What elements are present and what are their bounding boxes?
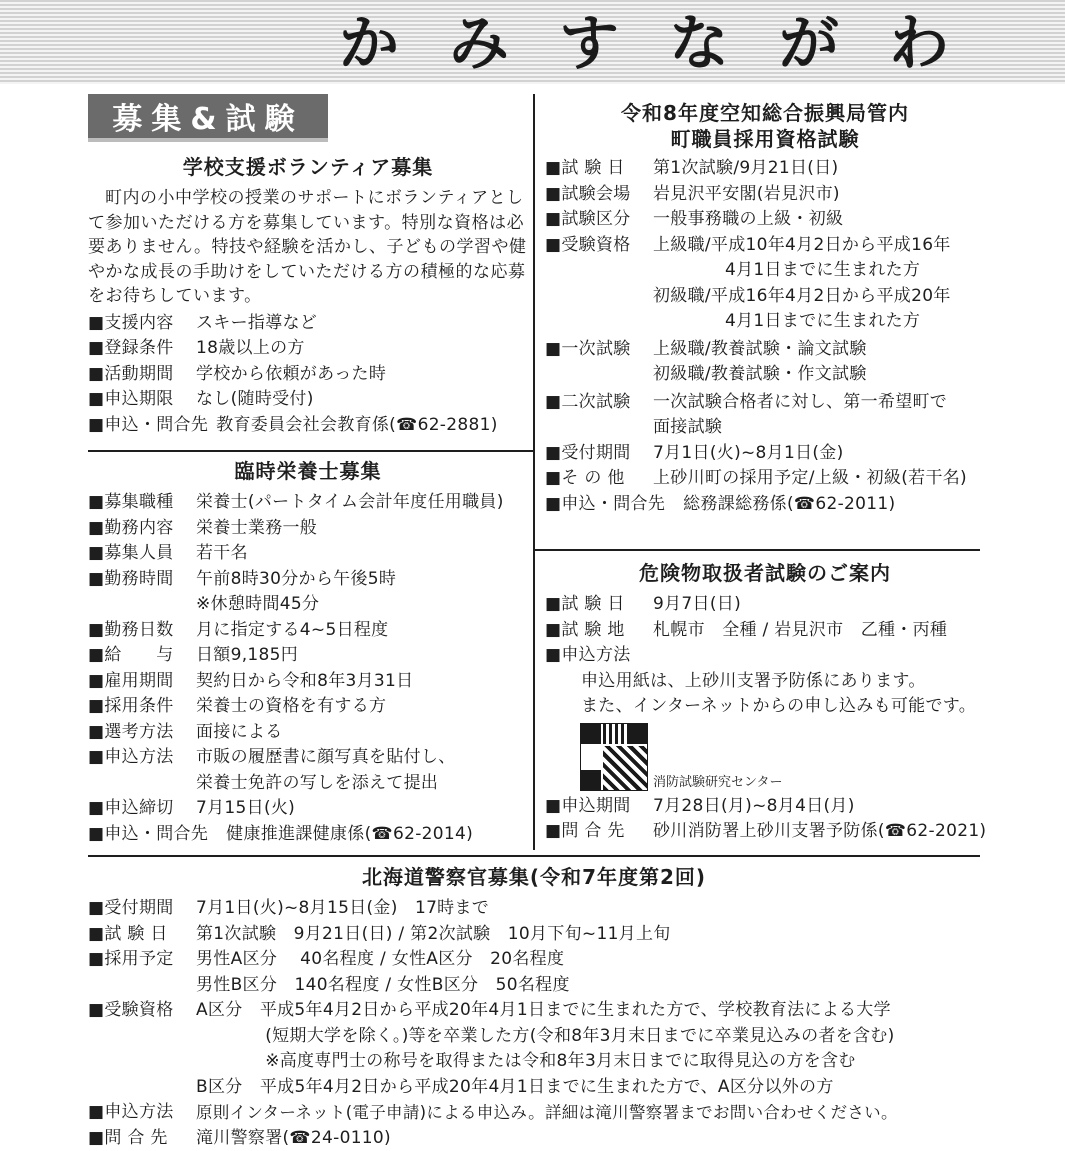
row-value: 7月1日(火)~8月1日(金) [653,441,985,467]
nutritionist-row [88,694,528,720]
row-value: 7月28日(月)~8月4日(月) [653,794,985,820]
volunteer-row [88,336,528,362]
row-value: 初級職/平成16年4月2日から平成20年 [653,284,985,310]
row-value: 7月1日(火)~8月15日(金) 17時まで [196,896,1018,922]
nutritionist-rows [88,490,528,847]
row-value: 総務課総務係(☎62-2011) [683,492,985,518]
hazmat-row [545,794,985,820]
row-label: ■申込方法 [545,643,653,669]
row-label: ■試 験 日 [88,922,196,948]
row-label: ■試験会場 [545,182,653,208]
qr-caption: 消防試験研究センター [653,775,782,790]
row-value: 第1次試験 9月21日(日) / 第2次試験 10月下旬~11月上旬 [196,922,1018,948]
volunteer-row [88,311,528,337]
row-label: ■試 験 日 [545,156,653,182]
row-label [88,1024,196,1050]
row-value: 18歳以上の方 [196,336,528,362]
police-row [88,896,1018,922]
hazmat-title: 危険物取扱者試験のご案内 [545,560,985,586]
volunteer-row [88,387,528,413]
row-value: 栄養士の資格を有する方 [196,694,528,720]
row-label [88,1075,196,1101]
row-value: 日額9,185円 [196,643,528,669]
masthead-title: かみすながわ [339,8,999,80]
sorachi-title-line1: 令和8年度空知総合振興局管内 [545,100,985,126]
row-value: 札幌市 全種 / 岩見沢市 乙種・丙種 [653,618,985,644]
apply-text-2: また、インターネットからの申し込みも可能です。 [581,694,985,720]
row-value: 4月1日までに生まれた方 [653,309,985,335]
qr-block [545,724,985,794]
row-label: ■受付期間 [88,896,196,922]
sorachi-row [545,309,985,335]
row-value [653,643,985,669]
row-label: ■そ の 他 [545,466,653,492]
divider-bottom [88,855,980,857]
sorachi-row [545,466,985,492]
row-value: 岩見沢平安閣(岩見沢市) [653,182,985,208]
sorachi-row [545,156,985,182]
nutritionist-section [88,458,528,847]
nutritionist-row [88,516,528,542]
row-value: 砂川消防署上砂川支署予防係(☎62-2021) [653,819,986,845]
row-value: 9月7日(日) [653,592,985,618]
nutritionist-row [88,796,528,822]
row-label: ■一次試験 [545,337,653,363]
sorachi-row [545,258,985,284]
police-row [88,998,1018,1024]
row-value: 上級職/平成10年4月2日から平成16年 [653,233,985,259]
police-row [88,1024,1018,1050]
row-label [88,973,196,999]
row-label: ■申込方法 [88,1100,196,1126]
nutritionist-row [88,745,528,771]
row-label: ■申込・問合先 [88,822,208,848]
police-row [88,947,1018,973]
row-label: ■試 験 日 [545,592,653,618]
nutritionist-row [88,669,528,695]
row-label: ■申込・問合先 [545,492,665,518]
hazmat-section [545,560,985,845]
police-title: 北海道警察官募集(令和7年度第2回) [88,864,980,890]
row-value: 初級職/教養試験・作文試験 [653,362,985,388]
row-label [545,362,653,388]
police-section [88,864,1018,1151]
row-label [88,592,196,618]
hazmat-apply-line [545,694,985,720]
row-label [545,415,653,441]
row-value: 市販の履歴書に顔写真を貼付し、 [196,745,528,771]
row-value: 一般事務職の上級・初級 [653,207,985,233]
hazmat-rows [545,592,985,845]
row-value: スキー指導など [196,311,528,337]
row-value: 面接による [196,720,528,746]
nutritionist-row [88,771,528,797]
hazmat-apply-line [545,669,985,695]
sorachi-row [545,492,985,518]
row-label [545,258,653,284]
row-value: 学校から依頼があった時 [196,362,528,388]
row-value: 契約日から令和8年3月31日 [196,669,528,695]
police-row [88,1075,1018,1101]
nutritionist-row [88,822,528,848]
row-value: 原則インターネット(電子申請)による申込み。詳細は滝川警察署までお問い合わせください。 [196,1100,1018,1126]
nutritionist-row [88,720,528,746]
row-label: ■受験資格 [88,998,196,1024]
hazmat-row [545,819,985,845]
sorachi-row [545,415,985,441]
nutritionist-row [88,618,528,644]
row-label: ■問 合 先 [88,1126,196,1151]
police-rows [88,896,1018,1151]
apply-text-1: 申込用紙は、上砂川支署予防係にあります。 [581,669,985,695]
row-label [545,284,653,310]
sorachi-section [545,100,985,517]
row-value: 栄養士業務一般 [196,516,528,542]
row-label: ■募集人員 [88,541,196,567]
row-value: 上砂川町の採用予定/上級・初級(若干名) [653,466,985,492]
row-value: 面接試験 [653,415,985,441]
row-value: 第1次試験/9月21日(日) [653,156,985,182]
row-label: ■募集職種 [88,490,196,516]
sorachi-row [545,441,985,467]
row-value: 若干名 [196,541,528,567]
row-label [545,309,653,335]
police-row [88,1100,1018,1126]
row-label [88,771,196,797]
police-row [88,1049,1018,1075]
row-label: ■採用条件 [88,694,196,720]
hazmat-row [545,643,985,669]
row-label: ■申込方法 [88,745,196,771]
row-value: なし(随時受付) [196,387,528,413]
row-value: (短期大学を除く。)等を卒業した方(令和8年3月末日までに卒業見込みの者を含む) [196,1024,1018,1050]
row-label: ■登録条件 [88,336,196,362]
hazmat-row [545,592,985,618]
row-value: 男性B区分 140名程度 / 女性B区分 50名程度 [196,973,1018,999]
section-tab: 募集&試験 [88,94,328,142]
row-label: ■支援内容 [88,311,196,337]
police-row [88,1126,1018,1151]
qr-code-icon[interactable] [581,724,647,790]
sorachi-title-line2: 町職員採用資格試験 [545,126,985,152]
sorachi-row [545,207,985,233]
row-value: 栄養士免許の写しを添えて提出 [196,771,528,797]
nutritionist-row [88,490,528,516]
row-label: ■試 験 地 [545,618,653,644]
sorachi-row [545,182,985,208]
row-label: ■申込・問合先 [88,413,208,439]
row-label: ■勤務時間 [88,567,196,593]
hazmat-row [545,618,985,644]
sorachi-row [545,233,985,259]
row-label: ■受付期間 [545,441,653,467]
nutritionist-row [88,592,528,618]
row-value: 午前8時30分から午後5時 [196,567,528,593]
header-banner [0,0,1065,84]
nutritionist-row [88,567,528,593]
row-label: ■勤務内容 [88,516,196,542]
sorachi-rows [545,156,985,517]
row-label: ■選考方法 [88,720,196,746]
row-value: 教育委員会社会教育係(☎62-2881) [216,413,528,439]
police-row [88,922,1018,948]
police-row [88,973,1018,999]
row-value: A区分 平成5年4月2日から平成20年4月1日までに生まれた方で、学校教育法による大学 [196,998,1018,1024]
row-label: ■雇用期間 [88,669,196,695]
row-value: 栄養士(パートタイム会計年度任用職員) [196,490,528,516]
divider-left [88,450,533,452]
volunteer-title: 学校支援ボランティア募集 [88,154,528,180]
row-label: ■給 与 [88,643,196,669]
volunteer-row [88,362,528,388]
row-value: ※休憩時間45分 [196,592,528,618]
row-label: ■二次試験 [545,390,653,416]
row-label: ■受験資格 [545,233,653,259]
row-value: B区分 平成5年4月2日から平成20年4月1日までに生まれた方で、A区分以外の方 [196,1075,1018,1101]
sorachi-row [545,337,985,363]
volunteer-body: 町内の小中学校の授業のサポートにボランティアとして参加いただける方を募集しています。特別な資格は必要ありません。特技や経験を活かし、子どもの学習や健やかな成長の手助けをしていただける方の積極的な応募をお待ちしています。 [88,186,528,309]
row-label: ■申込締切 [88,796,196,822]
nutritionist-title: 臨時栄養士募集 [88,458,528,484]
row-label: ■採用予定 [88,947,196,973]
volunteer-rows [88,311,528,439]
volunteer-section [88,154,528,438]
row-value: 上級職/教養試験・論文試験 [653,337,985,363]
volunteer-row [88,413,528,439]
row-label [88,1049,196,1075]
row-value: 一次試験合格者に対し、第一希望町で [653,390,985,416]
row-value: 月に指定する4~5日程度 [196,618,528,644]
row-label: ■活動期間 [88,362,196,388]
row-value: 男性A区分 40名程度 / 女性A区分 20名程度 [196,947,1018,973]
divider-right [535,549,980,551]
row-value: ※高度専門士の称号を取得または令和8年3月末日までに取得見込の方を含む [196,1049,1018,1075]
row-value: 7月15日(火) [196,796,528,822]
row-label: ■試験区分 [545,207,653,233]
nutritionist-row [88,643,528,669]
sorachi-row [545,284,985,310]
row-label: ■勤務日数 [88,618,196,644]
row-label: ■申込期限 [88,387,196,413]
row-label: ■申込期間 [545,794,653,820]
row-value: 滝川警察署(☎24-0110) [196,1126,1018,1151]
row-value: 健康推進課健康係(☎62-2014) [226,822,528,848]
nutritionist-row [88,541,528,567]
sorachi-row [545,390,985,416]
row-label: ■問 合 先 [545,819,653,845]
column-divider [533,94,535,850]
row-value: 4月1日までに生まれた方 [653,258,985,284]
sorachi-row [545,362,985,388]
